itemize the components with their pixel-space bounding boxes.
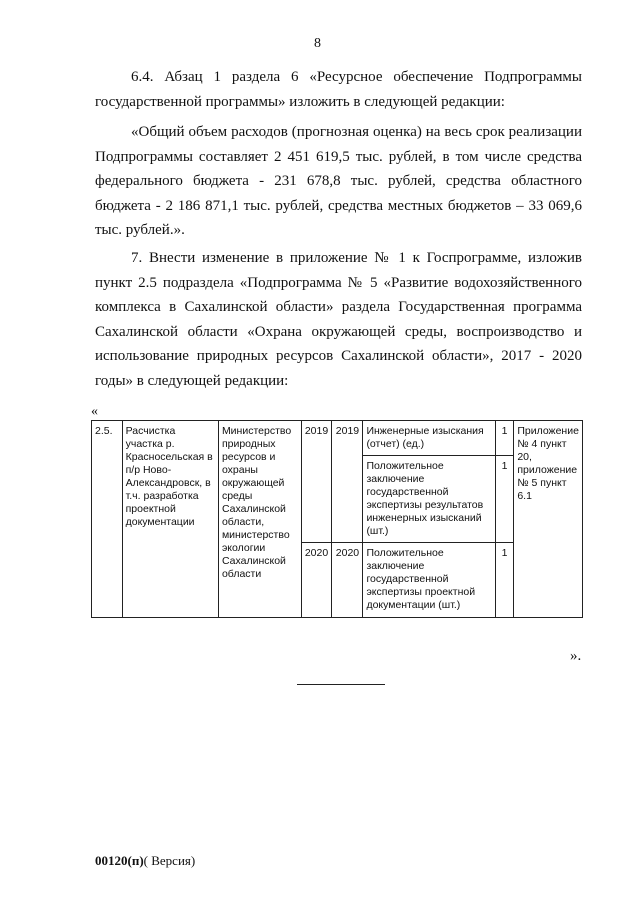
version-label: ( Версия) bbox=[143, 853, 196, 868]
document-code: 00120(п) bbox=[95, 853, 144, 868]
year-end: 2019 bbox=[332, 421, 363, 543]
paragraph-text: 6.4. Абзац 1 раздела 6 «Ресурсное обеспечение Подпрограммы государственной программы» изложить в следующей редакции: bbox=[95, 69, 582, 110]
paragraph-expenses bbox=[95, 120, 582, 247]
paragraph-6-4 bbox=[95, 65, 582, 118]
year-start: 2019 bbox=[301, 421, 332, 543]
result-cell: Инженерные изыскания (отчет) (ед.) bbox=[363, 421, 495, 456]
paragraph-text: 7. Внести изменение в приложение № 1 к Госпрограмме, изложив пункт 2.5 подраздела «Подпрограмма № 5 «Развитие водохозяйственного комплекса в Сахалинской области» раздела Государственная программа Сахалинской области «Охрана окружающей среды, воспроизводство и использование природных ресурсов Сахалинской области», 2017 - 2020 годы» в следующей редакции: bbox=[95, 250, 582, 389]
year-start: 2020 bbox=[301, 543, 332, 618]
footer-code bbox=[95, 853, 195, 869]
result-cell: Положительное заключение государственной экспертизы проектной документации (шт.) bbox=[363, 543, 495, 618]
opening-quote: « bbox=[91, 404, 98, 419]
item-number: 2.5. bbox=[92, 421, 123, 618]
year-end: 2020 bbox=[332, 543, 363, 618]
quantity-cell: 1 bbox=[495, 543, 514, 618]
paragraph-text: «Общий объем расходов (прогнозная оценка) на весь срок реализации Подпрограммы составляет 2 451 619,5 тыс. рублей, в том числе средства федерального бюджета - 231 678,8 тыс. рублей, средства областного бюджета - 2 186 871,1 тыс. рублей, средства местных бюджетов – 33 069,6 тыс. рублей.». bbox=[95, 124, 582, 238]
closing-quote: ». bbox=[570, 648, 582, 664]
separator-line bbox=[297, 684, 385, 685]
quantity-cell: 1 bbox=[495, 421, 514, 456]
result-cell: Положительное заключение государственной экспертизы результатов инженерных изысканий (шт.) bbox=[363, 456, 495, 543]
table-row bbox=[92, 421, 583, 456]
quantity-cell: 1 bbox=[495, 456, 514, 543]
page-number: 8 bbox=[314, 36, 321, 51]
paragraph-7 bbox=[95, 246, 582, 397]
item-executor: Министерство природных ресурсов и охраны окружающей среды Сахалинской области, министерство экологии Сахалинской области bbox=[218, 421, 301, 618]
program-table bbox=[91, 420, 583, 618]
note-cell: Приложение № 4 пункт 20, приложение № 5 пункт 6.1 bbox=[514, 421, 583, 618]
item-name: Расчистка участка р. Красносельская в п/р Ново-Александровск, в т.ч. разработка проектной документации bbox=[122, 421, 218, 618]
